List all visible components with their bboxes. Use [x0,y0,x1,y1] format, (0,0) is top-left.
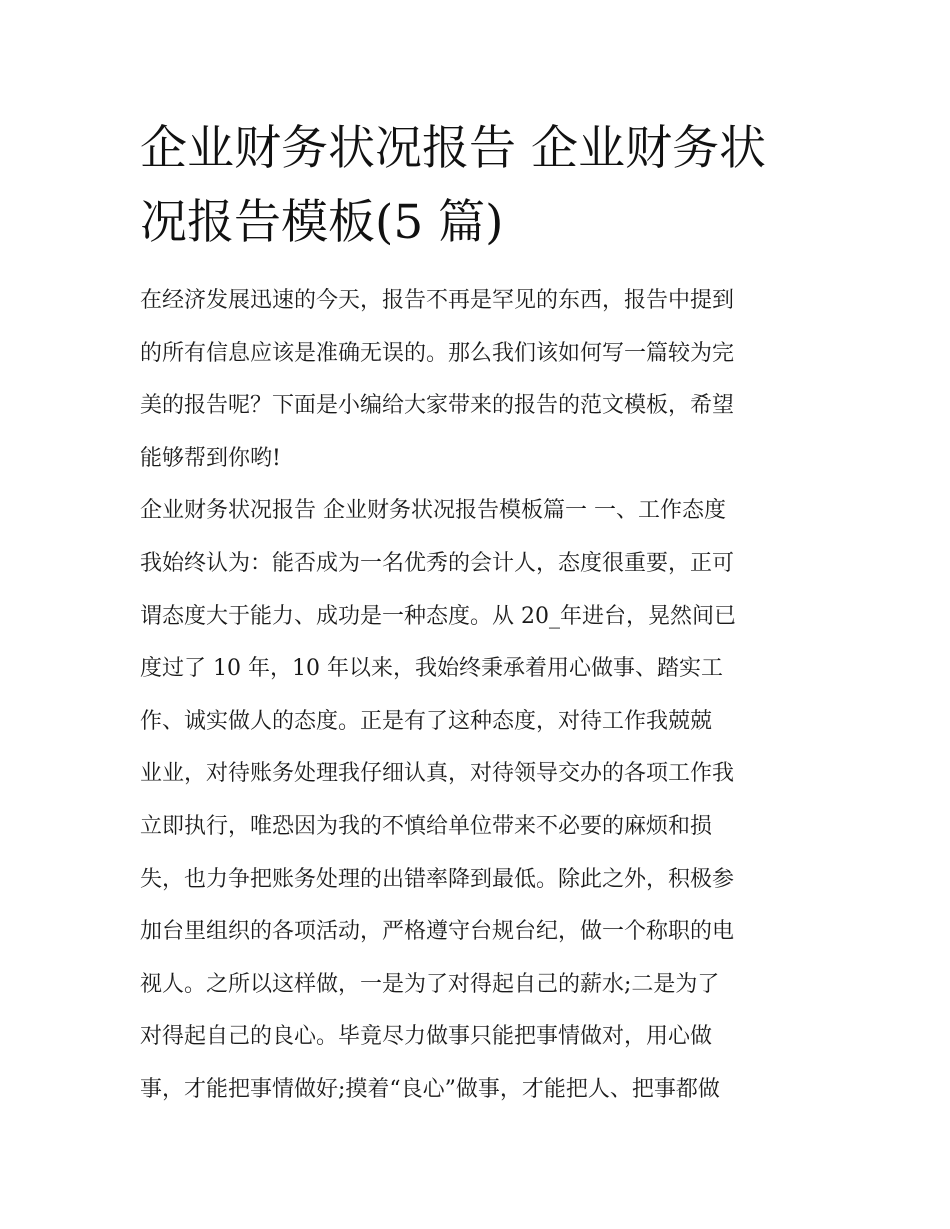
text-line: 事，才能把事情做好;摸着“良心”做事，才能把人、把事都做 [140,1076,720,1102]
text-line: 视人。之所以这样做，一是为了对得起自己的薪水;二是为了 [140,971,720,997]
text-line: 业业，对待账务处理我仔细认真，对待领导交办的各项工作我 [140,761,735,787]
text-line: 我始终认为：能否成为一名优秀的会计人，态度很重要，正可 [140,550,735,576]
text-line: 能够帮到你哟! [140,445,281,471]
document-body [140,279,820,1121]
text-line: 度过了 10 年，10 年以来，我始终秉承着用心做事、踏实工 [140,656,723,682]
text-line: 企业财务状况报告 企业财务状况报告模板篇一 一、工作态度 [140,498,726,524]
document-title [140,112,820,260]
text-line: 失，也力争把账务处理的出错率降到最低。除此之外，积极参 [140,866,735,892]
text-line: 的所有信息应该是准确无误的。那么我们该如何写一篇较为完 [140,340,735,366]
text-line: 美的报告呢？下面是小编给大家带来的报告的范文模板，希望 [140,393,735,419]
text-line: 对得起自己的良心。毕竟尽力做事只能把事情做对，用心做 [140,1024,713,1050]
intro-paragraph [140,279,820,489]
text-line: 在经济发展迅速的今天，报告不再是罕见的东西，报告中提到 [140,288,735,313]
title-line: 况报告模板(5 篇) [140,195,504,250]
text-line: 作、诚实做人的态度。正是有了这种态度，对待工作我兢兢 [140,708,713,734]
title-line: 企业财务状况报告 企业财务状 [140,121,766,176]
body-paragraph [140,489,820,1120]
text-line: 立即执行，唯恐因为我的不慎给单位带来不必要的麻烦和损 [140,813,713,839]
text-line: 谓态度大于能力、成功是一种态度。从 20_年进台，晃然间已 [140,603,736,629]
text-line: 加台里组织的各项活动，严格遵守台规台纪，做一个称职的电 [140,919,735,945]
